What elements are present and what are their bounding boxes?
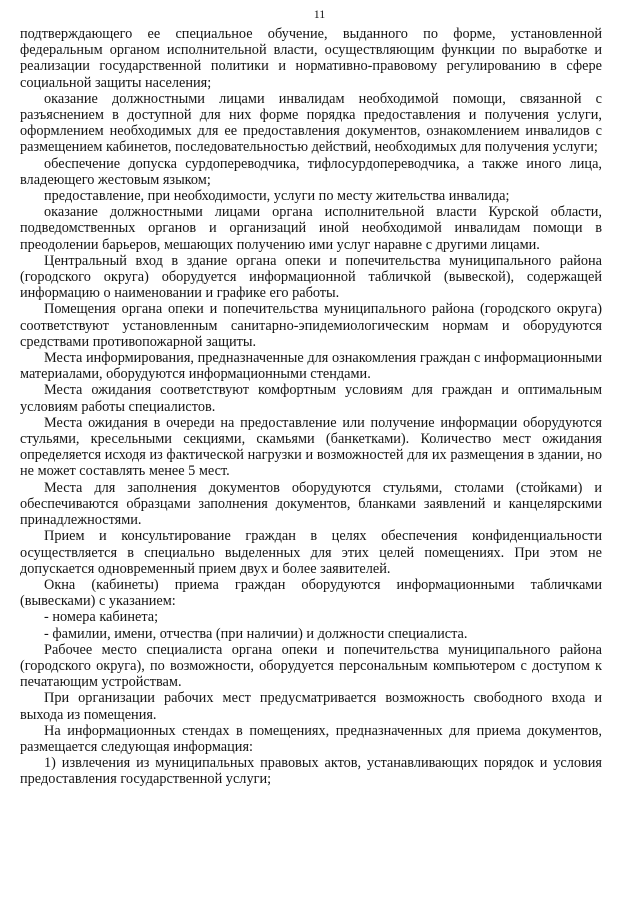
paragraph: предоставление, при необходимости, услуги по месту жительства инвалида; [44, 188, 510, 205]
paragraph: Рабочее место специалиста органа опеки и попечительства муниципального района (городского округа), по возможности, оборудуется персональным компьютером с доступом к печатающим устройствам. [20, 641, 602, 691]
paragraph: Центральный вход в здание органа опеки и попечительства муниципального района (городского округа) оборудуется информационной табличкой (вывеской), содержащей информацию о наименовании и графике его работы. [20, 252, 602, 302]
list-item: - номера кабинета; [44, 609, 159, 626]
list-item: - фамилии, имени, отчества (при наличии) и должности специалиста. [44, 625, 468, 642]
paragraph: Места ожидания соответствуют комфортным условиям для граждан и оптимальным условиям работы специалистов. [20, 382, 602, 415]
numbered-item: 1) извлечения из муниципальных правовых актов, устанавливающих порядок и условия предоставления государственной услуги; [20, 755, 602, 788]
page-body [20, 26, 602, 788]
paragraph: Помещения органа опеки и попечительства муниципального района (городского округа) соответствуют установленным санитарно-эпидемиологическим нормам и оборудуются средствами противопожарной защиты. [20, 301, 602, 350]
paragraph: Окна (кабинеты) приема граждан оборудуются информационными табличками (вывесками) с указанием: [20, 576, 602, 610]
paragraph: Места ожидания в очереди на предоставление или получение информации оборудуются стульями, кресельными секциями, скамьями (банкетками). Количество мест ожидания определяется исходя из фактической нагрузки и возможностей для их размещения в здании, но не может составлять менее 5 мест. [20, 414, 602, 480]
paragraph: Места информирования, предназначенные для ознакомления граждан с информационными материалами, оборудуются информационными стендами. [20, 350, 602, 383]
paragraph: Места для заполнения документов оборудуются стульями, столами (стойками) и обеспечиваются образцами заполнения документов, бланками заявлений и канцелярскими принадлежностями. [20, 479, 602, 529]
paragraph: обеспечение допуска сурдопереводчика, тифлосурдопереводчика, а также иного лица, владеющего жестовым языком; [20, 155, 602, 188]
paragraph: Прием и консультирование граждан в целях обеспечения конфиденциальности осуществляется в специально выделенных для этих целей помещениях. При этом не допускается одновременный прием двух и более заявителей. [20, 528, 602, 577]
paragraph: При организации рабочих мест предусматривается возможность свободного входа и выхода из помещения. [20, 690, 602, 723]
page-number: 11 [313, 7, 326, 21]
paragraph: оказание должностными лицами органа исполнительной власти Курской области, подведомственных органов и организаций иной необходимой инвалидам помощи в преодолении барьеров, мешающих получению ими услуг наравне с другими лицами. [20, 204, 602, 253]
paragraph: оказание должностными лицами инвалидам необходимой помощи, связанной с разъяснением в доступной для них форме порядка предоставления и получения услуги, оформлением необходимых для ее предоставления документов, ознакомлением инвалидов с размещением кабинетов, последовательностью действий, необходимых для получения услуги; [20, 90, 602, 156]
paragraph: На информационных стендах в помещениях, предназначенных для приема документов, размещается следующая информация: [20, 722, 602, 755]
paragraph: подтверждающего ее специальное обучение, выданного по форме, установленной федеральным органом исполнительной власти, осуществляющим функции по выработке и реализации государственной политики и нормативно-правовому регулированию в сфере социальной защиты населения; [20, 26, 602, 91]
